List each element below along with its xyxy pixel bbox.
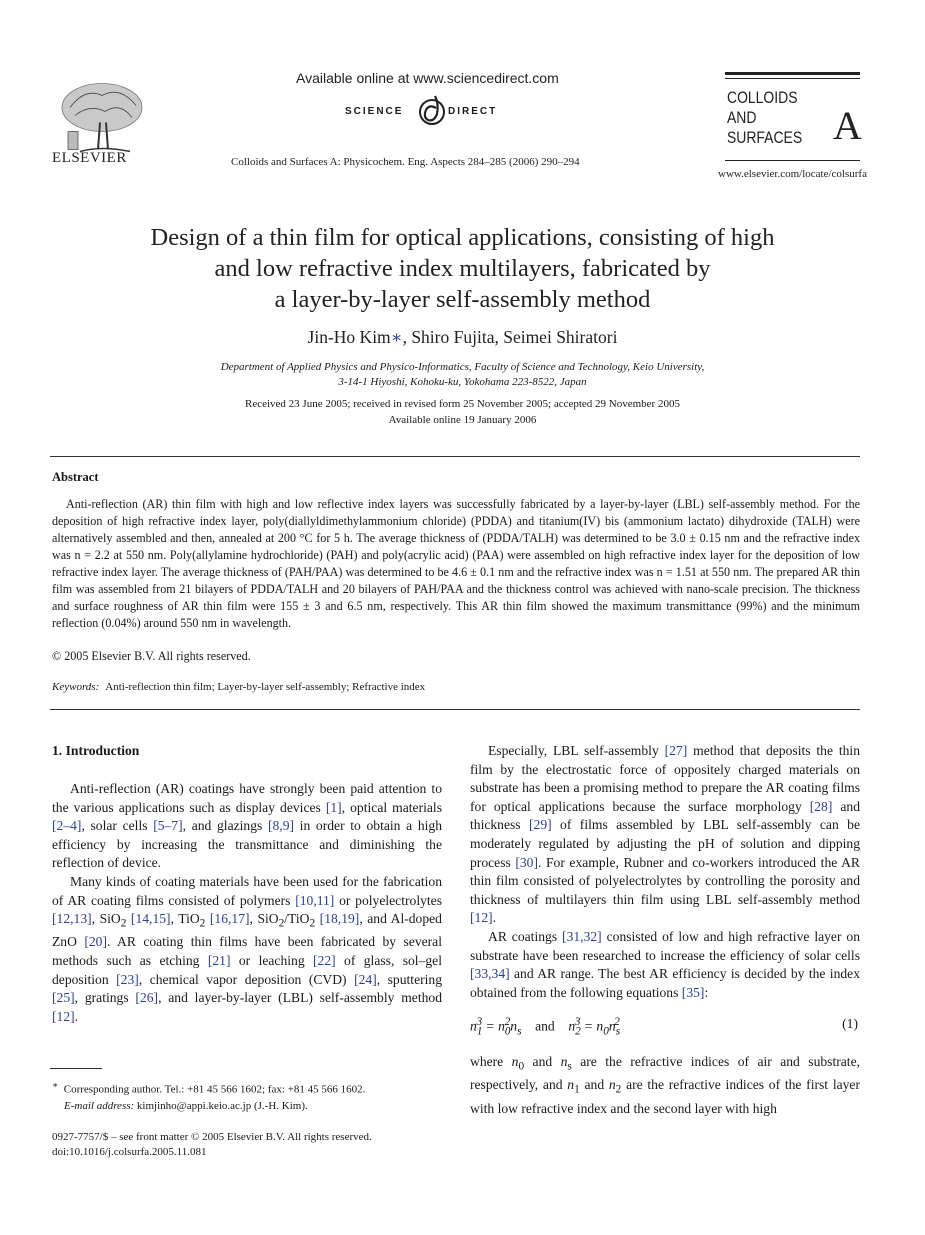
journal-logo-line3: SURFACES [727,128,803,147]
journal-logo-rule-top2 [725,78,860,79]
keywords-list: Anti-reflection thin film; Layer-by-layer self-assembly; Refractive index [105,681,426,693]
citation-link[interactable]: [28] [809,798,833,814]
citation-link[interactable]: [12] [52,1008,75,1024]
citation-link[interactable]: [21] [207,953,231,969]
paragraph: where $n_0$ and $n_s$ are the refractive indices of air and substrate, respectively, and $n_1$ and $n_2$ are the refractive indices of the first layer with low refractive index and the second layer with high [470,1054,860,1116]
other-authors: , Shiro Fujita, Seimei Shiratori [402,327,618,347]
journal-url-link[interactable]: www.elsevier.com/locate/colsurfa [718,168,867,180]
footnote-line-2 [52,1098,442,1114]
article-title [60,222,865,315]
citation-link[interactable]: [10,11] [295,892,335,908]
left-column-body [52,780,442,1026]
front-matter-line: 0927-7757/$ – see front matter © 2005 Elsevier B.V. All rights reserved. [52,1131,372,1143]
title-line-3: a layer-by-layer self-assembly method [274,286,651,313]
section-heading-introduction: 1. Introduction [52,743,140,758]
citation-link[interactable]: [5–7] [153,818,183,834]
doi-link[interactable]: doi:10.1016/j.colsurfa.2005.11.081 [52,1146,207,1158]
title-line-1: Design of a thin film for optical applications, consisting of high [150,224,775,251]
abstract-text: Anti-reflection (AR) thin film with high and low reflective index layers was successfully fabricated by a layer-by-layer (LBL) self-assembly method. For the deposition of high refractive index layer, poly(diallyldimethylammonium chloride) (PDDA) and titanium(IV) bis (ammonium lactato) dihydroxide (TALH) were alternatively assembled and then, annealed at 200 °C for 5 h. The average thickness of (PDDA/TALH) was determined to be 3.0 ± 0.15 nm and the refractive index was n = 2.2 at 550 nm. Poly(allylamine hydrochloride) (PAH) and poly(acrylic acid) (PAA) were assembled on high refractive index layer for the deposition of low refractive index layer. The average thickness of (PAH/PAA) was determined to be 4.6 ± 0.1 nm and the refractive index was n = 1.51 at 550 nm. The prepared AR thin film was assembled from 21 bilayers of PDDA/TALH and 20 bilayers of PAH/PAA and the thickness control was achieved with nano-scale precision. The thickness and surface roughness of AR thin film were 155 ± 3 and 6.5 nm, respectively. This AR thin film showed the maximum transmittance (99%) and the minimum reflection (0.04%) around 550 nm in wavelength. [52,497,860,630]
abstract-copyright: © 2005 Elsevier B.V. All rights reserved. [52,649,251,663]
abstract-bottom-rule [50,709,860,710]
citation-link[interactable]: [12] [470,910,493,926]
first-author: Jin-Ho Kim [307,327,391,347]
right-column-body [470,742,860,1002]
citation-link[interactable]: [27] [664,743,688,758]
right-column-continuation [470,1053,860,1118]
journal-logo-rule-top [725,72,860,75]
keywords-label: Keywords: [52,681,100,693]
citation-link[interactable]: [18,19] [319,911,360,927]
citation-link[interactable]: [30] [515,854,538,870]
abstract-body [52,496,860,632]
title-line-2: and low refractive index multilayers, fabricated by [214,255,711,282]
sciencedirect-logo [345,94,520,128]
citation-link[interactable]: [12,13] [52,911,92,927]
journal-logo-line1: COLLOIDS [727,88,798,107]
citation-link[interactable]: [16,17] [209,911,250,927]
citation-link[interactable]: [35] [681,984,705,1000]
sd-left-text: SCIENCE [345,106,404,117]
footnote-line-1 [52,1077,442,1098]
citation-link[interactable]: [14,15] [130,911,171,927]
citation-link[interactable]: [23] [116,971,139,987]
equation-number: (1) [842,1016,858,1031]
citation-link[interactable]: [33,34] [470,966,510,982]
footnote-contact: Corresponding author. Tel.: +81 45 566 1602; fax: +81 45 566 1602. [63,1083,366,1096]
footnote-mark: ∗ [52,1080,59,1090]
sd-right-text: DIRECT [448,106,498,117]
citation-link[interactable]: [1] [325,799,342,815]
abstract-top-rule [50,456,860,457]
abstract-heading: Abstract [52,470,99,484]
journal-logo-letter: A [833,103,862,148]
email-label: E-mail address: [64,1099,135,1112]
affiliation [60,360,865,390]
citation-link[interactable]: [22] [313,953,336,969]
affiliation-line-1: Department of Applied Physics and Physico-Informatics, Faculty of Science and Technology, Keio University, [220,361,705,373]
received-dates: Received 23 June 2005; received in revised form 25 November 2005; accepted 29 November 2005 [245,398,680,410]
paragraph: Many kinds of coating materials have been used for the fabrication of AR coating films consisted of polymers [10,11] or polyelectrolytes [12,13], SiO$_2$ [14,15], TiO$_2$ [16,17], SiO$_2$/TiO$_2$ [18,19], and Al-doped ZnO [20]. AR coating thin films have been fabricated by several methods such as etching [21] or leaching [22] of glass, sol–gel deposition [23], chemical vapor deposition (CVD) [24], sputtering [25], gratings [26], and layer-by-layer (LBL) self-assembly method [12]. [52,873,442,1024]
available-online-date: Available online 19 January 2006 [388,414,537,426]
citation-link[interactable]: [20] [84,934,107,950]
keywords [52,681,425,693]
journal-logo-line2: AND [727,108,757,127]
email-link[interactable]: kimjinho@appi.keio.ac.jp (J.-H. Kim). [136,1099,308,1112]
elsevier-wordmark: ELSEVIER [52,150,127,166]
citation-link[interactable]: [2–4] [52,818,82,834]
citation-link[interactable]: [24] [354,971,377,987]
citation-link[interactable]: [31,32] [562,928,602,944]
affiliation-line-2: 3-14-1 Hiyoshi, Kohoku-ku, Yokohama 223-8522, Japan [338,376,587,388]
issn-doi [52,1130,372,1160]
footnote-rule [50,1068,102,1069]
paragraph: Especially, LBL self-assembly [27] method that deposits the thin film by the electrostatic force of oppositely charged materials on substrate has been a promising method to prepare the AR coating films for optical applications because the surface morphology [28] and thickness [29] of films assembled by LBL self-assembly can be moderately regulated by adjusting the pH of solution and dipping process [30]. For example, Rubner and co-workers introduced the AR thin film consisted of polyelectrolytes by controlling the porosity and thickness of multilayers thin film using LBL self-assembly method [12]. [470,743,861,926]
journal-citation: Colloids and Surfaces A: Physicochem. Eng. Aspects 284–285 (2006) 290–294 [231,156,580,168]
equation-1: $n_1^3 = n_0^2n_s$ and $n_2^3 = n_0n_s^2$ (1) [470,1016,858,1038]
citation-link[interactable]: [8,9] [267,818,295,834]
citation-link[interactable]: [26] [135,990,159,1006]
article-history [60,396,865,428]
citation-link[interactable]: [29] [529,817,552,833]
footnote [52,1077,442,1114]
journal-logo-rule-bottom [725,160,860,161]
corresponding-author-mark[interactable]: ∗ [390,327,403,347]
citation-link[interactable]: [25] [52,990,75,1006]
paragraph: Anti-reflection (AR) coatings have strongly been paid attention to the various applications such as display devices [1], optical materials [2–4], solar cells [5–7], and glazings [8,9] in order to obtain a high efficiency by increasing the transmittance and diminishing the reflection of device. [52,781,442,871]
available-online-text[interactable]: Available online at www.sciencedirect.com [296,70,559,86]
paragraph: AR coatings [31,32] consisted of low and high refractive layer on substrate have been researched to increase the efficiency of solar cells [33,34] and AR range. The best AR efficiency is decided by the index obtained from the following equations [35]: [470,928,861,1000]
journal-logo-text [727,88,802,148]
sd-at-icon [417,92,447,128]
author-list [60,327,865,348]
